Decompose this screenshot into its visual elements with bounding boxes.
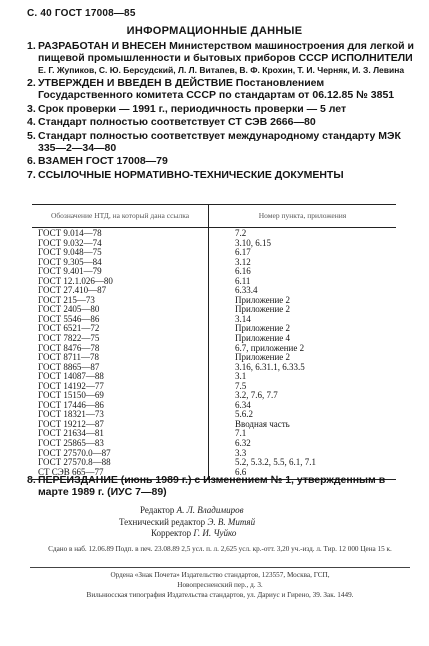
item-number: 4. (27, 116, 36, 128)
document-cell: ГОСТ 14087—88 (32, 372, 209, 382)
table-header-row (32, 205, 396, 228)
document-cell: ГОСТ 9.032—74 (32, 239, 209, 249)
document-cell: ГОСТ 8476—78 (32, 344, 209, 354)
document-cell: ГОСТ 9.048—75 (32, 248, 209, 258)
clause-cell: Приложение 2 (235, 352, 291, 363)
document-cell: ГОСТ 9.401—79 (32, 267, 209, 277)
item-text: ВЗАМЕН ГОСТ 17008—79 (38, 155, 168, 167)
info-item-8 (27, 474, 415, 498)
imprint-line: Новопресненский пер., д. 3. (177, 581, 263, 589)
item-number: 2. (27, 77, 36, 89)
item-text: ПЕРЕИЗДАНИЕ (июнь 1989 г.) с Изменением № 1, утвержденным в марте 1989 г. (ИУС 7—89) (38, 474, 386, 498)
editor-line (119, 505, 255, 517)
proofreader-line (119, 528, 255, 540)
info-item-2 (27, 77, 415, 101)
tech-editor-line (119, 517, 255, 529)
publishing-details: Сдано в наб. 12.06.89 Подп. в печ. 23.08.89 2,5 усл. п. л. 2,625 усл. кр.-отт. 3,20 уч.-изд. л. Тир. 12 000 Цена 15 к. (48, 545, 392, 553)
document-cell: ГОСТ 2405—80 (32, 305, 209, 315)
table-row (32, 228, 396, 239)
clause-cell: 3.12 (235, 256, 251, 267)
document-cell: СТ СЭВ 665—77 (32, 468, 209, 480)
reference-table (32, 204, 396, 480)
clause-cell: 3.10, 6.15 (235, 237, 271, 248)
info-item-7 (27, 169, 415, 181)
item-number: 7. (27, 168, 36, 181)
clause-cell: Вводная часть (235, 418, 290, 429)
document-cell: ГОСТ 8711—78 (32, 353, 209, 363)
editor-name: Э. В. Митяй (207, 516, 256, 527)
editor-role: Редактор (140, 505, 175, 515)
item-text: РАЗРАБОТАН И ВНЕСЕН Министерством машиностроения для легкой и пищевой промышленности и бытовых приборов СССР ИСПОЛНИТЕЛИ Е. Г. Жупиков, С. Ю. Берсудский, Л. Л. Витапев, В. Ф. Крохин, Т. И. Черняк, И. З. Левина (38, 40, 414, 75)
document-cell: ГОСТ 21634—81 (32, 429, 209, 439)
document-cell: ГОСТ 8865—87 (32, 363, 209, 373)
document-cell: ГОСТ 19212—87 (32, 420, 209, 430)
info-item-5 (27, 130, 415, 154)
document-cell: ГОСТ 12.1.026—80 (32, 277, 209, 287)
info-item-1 (27, 40, 415, 76)
clause-cell: 3.16, 6.31.1, 6.33.5 (235, 361, 305, 372)
editor-role: Корректор (151, 528, 192, 538)
clause-cell: 3.2, 7.6, 7.7 (235, 390, 278, 401)
clause-cell: 6.33.4 (235, 285, 258, 296)
document-cell: ГОСТ 27570.8—88 (32, 458, 209, 468)
editors-block (119, 505, 255, 540)
clause-cell: 6.17 (235, 247, 251, 258)
document-cell: ГОСТ 17446—86 (32, 401, 209, 411)
item-number: 8. (27, 474, 36, 486)
document-cell: ГОСТ 14192—77 (32, 382, 209, 392)
item-subtext: Е. Г. Жупиков, С. Ю. Берсудский, Л. Л. Витапев, В. Ф. Крохин, Т. И. Черняк, И. З. Левина (38, 65, 405, 75)
document-cell: ГОСТ 9.305—84 (32, 258, 209, 268)
page-header: С. 40 ГОСТ 17008—85 (27, 8, 136, 19)
info-item-3 (27, 103, 415, 115)
item-text: Срок проверки — 1991 г., периодичность проверки — 5 лет (38, 102, 347, 115)
editor-role: Технический редактор (119, 516, 206, 527)
editor-name: Г. И. Чуйко (193, 528, 237, 538)
document-cell: ГОСТ 25865—83 (32, 439, 209, 449)
document-cell: ГОСТ 215—73 (32, 296, 209, 306)
clause-cell: 6.11 (235, 275, 251, 286)
item-text: Стандарт полностью соответствует международному стандарту МЭК 335—2—34—80 (38, 129, 401, 154)
column-header-clause: Номер пункта, приложения (209, 205, 397, 228)
clause-cell: Приложение 2 (235, 304, 291, 315)
clause-cell: Приложение 2 (235, 294, 291, 305)
divider (30, 567, 410, 568)
document-cell: ГОСТ 5546—86 (32, 315, 209, 325)
editor-name: А. Л. Владимиров (176, 505, 244, 515)
document-cell: ГОСТ 15150—69 (32, 391, 209, 401)
clause-cell: 5.6.2 (235, 409, 253, 420)
clause-cell: 7.5 (235, 380, 247, 391)
clause-cell: Приложение 2 (235, 323, 291, 334)
document-cell: ГОСТ 7822—75 (32, 334, 209, 344)
item-text: УТВЕРЖДЕН И ВВЕДЕН В ДЕЙСТВИЕ Постановлением Государственного комитета СССР по стандартам от 06.12.85 № 3851 (38, 77, 395, 101)
item-text: Стандарт полностью соответствует СТ СЭВ 2666—80 (38, 116, 316, 128)
document-cell: ГОСТ 6521—72 (32, 324, 209, 334)
item-number: 6. (27, 155, 36, 167)
printer-imprint (30, 570, 410, 600)
clause-cell: 6.16 (235, 266, 251, 277)
item-number: 5. (27, 129, 36, 142)
clause-cell: 7.1 (235, 428, 247, 439)
document-cell: ГОСТ 27.410—87 (32, 286, 209, 296)
clause-cell: 7.2 (235, 228, 247, 238)
clause-cell: 3.3 (235, 447, 247, 458)
clause-cell: 6.6 (209, 468, 397, 480)
item-text: ССЫЛОЧНЫЕ НОРМАТИВНО-ТЕХНИЧЕСКИЕ ДОКУМЕНТЫ (38, 168, 344, 181)
clause-cell: 6.7, приложение 2 (235, 342, 305, 353)
document-cell: ГОСТ 27570.0—87 (32, 449, 209, 459)
imprint-line: Вильнюсская типография Издательства стандартов, ул. Дариус и Гирено, 39. Зак. 1449. (86, 591, 354, 599)
clause-cell: Приложение 4 (235, 333, 291, 344)
column-header-document: Обозначение НТД, на который дана ссылка (32, 205, 209, 228)
clause-cell: 3.14 (235, 313, 251, 324)
info-item-4 (27, 116, 415, 128)
clause-cell: 6.34 (235, 399, 251, 410)
clause-cell: 5.2, 5.3.2, 5.5, 6.1, 7.1 (235, 457, 316, 468)
item-number: 3. (27, 102, 36, 115)
document-cell: ГОСТ 9.014—78 (32, 228, 209, 239)
clause-cell: 6.32 (235, 438, 251, 449)
clause-cell: 3.1 (235, 371, 247, 382)
info-items (27, 40, 415, 182)
page-title: ИНФОРМАЦИОННЫЕ ДАННЫЕ (126, 25, 303, 37)
table-body (32, 228, 396, 480)
imprint-line: Ордена «Знак Почета» Издательство стандартов, 123557, Москва, ГСП, (110, 571, 330, 579)
item-number: 1. (27, 40, 36, 52)
info-item-6 (27, 155, 415, 167)
document-cell: ГОСТ 18321—73 (32, 410, 209, 420)
